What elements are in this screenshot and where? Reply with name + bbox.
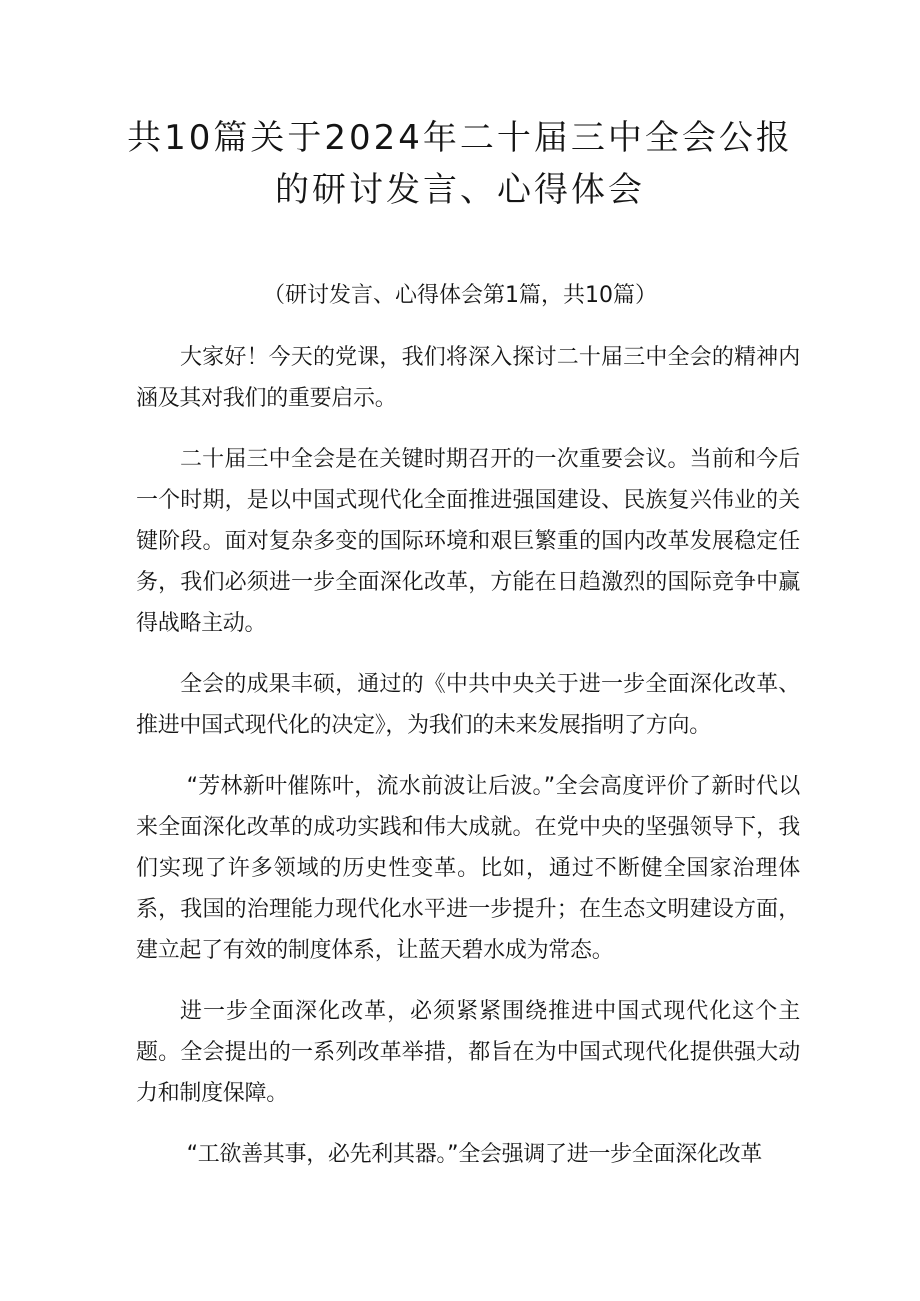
document-body <box>136 337 800 1195</box>
section-subtitle: （研讨发言、心得体会第1篇，共10篇） <box>263 283 657 308</box>
title-line-2: 的研讨发言、心得体会 <box>275 170 645 210</box>
paragraph-1: 大家好！今天的党课，我们将深入探讨二十届三中全会的精神内涵及其对我们的重要启示。 <box>136 345 800 411</box>
title-line-1: 共10篇关于2024年二十届三中全会公报 <box>127 118 793 158</box>
paragraph-2: 二十届三中全会是在关键时期召开的一次重要会议。当前和今后一个时期，是以中国式现代化全面推进强国建设、民族复兴伟业的关键阶段。面对复杂多变的国际环境和艰巨繁重的国内改革发展稳定任务，我们必须进一步全面深化改革，方能在日趋激烈的国际竞争中赢得战略主动。 <box>136 447 800 636</box>
paragraph-3: 全会的成果丰硕，通过的《中共中央关于进一步全面深化改革、推进中国式现代化的决定》，为我们的未来发展指明了方向。 <box>136 672 800 738</box>
paragraph-6: “工欲善其事，必先利其器。”全会强调了进一步全面深化改革 <box>186 1142 762 1167</box>
paragraph-4: “芳林新叶催陈叶，流水前波让后波。”全会高度评价了新时代以来全面深化改革的成功实践和伟大成就。在党中央的坚强领导下，我们实现了许多领域的历史性变革。比如，通过不断健全国家治理体系，我国的治理能力现代化水平进一步提升；在生态文明建设方面，建立起了有效的制度体系，让蓝天碧水成为常态。 <box>136 774 800 963</box>
paragraph-5: 进一步全面深化改革，必须紧紧围绕推进中国式现代化这个主题。全会提出的一系列改革举措，都旨在为中国式现代化提供强大动力和制度保障。 <box>136 999 800 1106</box>
document-title <box>120 112 800 216</box>
